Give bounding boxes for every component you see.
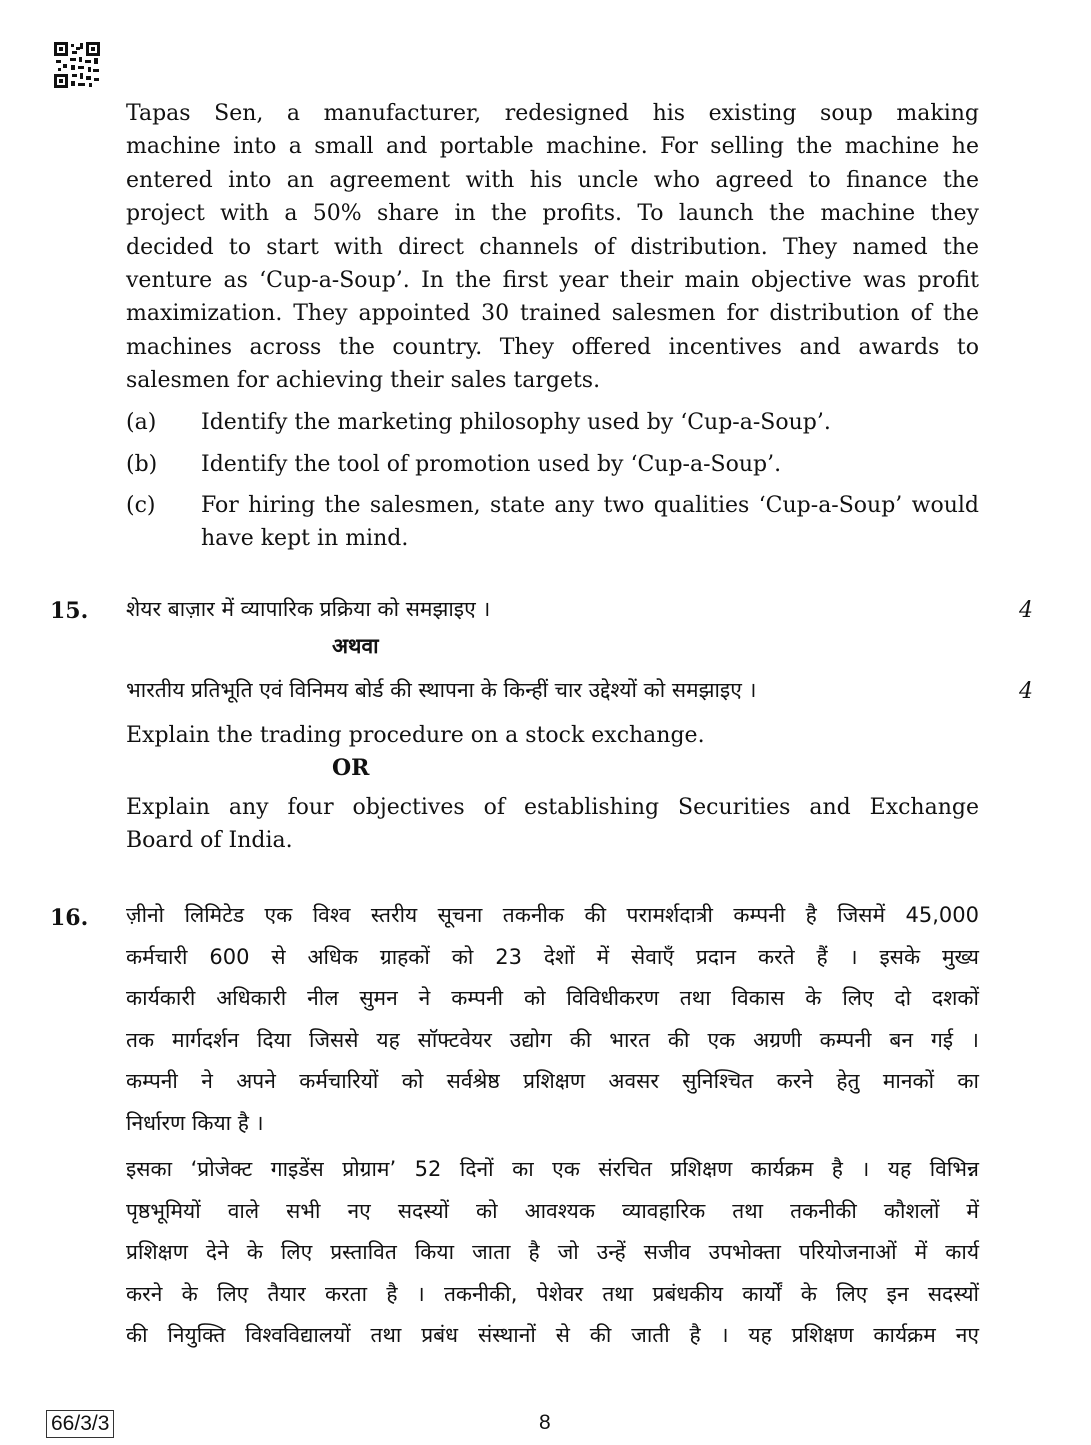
- text-line: पृष्ठभूमियों वाले सभी नए सदस्यों को आवश्यक व्यावहारिक तथा तकनीकी कौशलों में: [126, 1198, 979, 1223]
- passage-line: venture as ‘Cup-a-Soup’. In the first year their main objective was profit: [126, 268, 979, 294]
- q14-passage: [126, 97, 979, 398]
- part-text: Identify the tool of promotion used by ‘Cup-a-Soup’.: [201, 452, 782, 477]
- text-line: कार्यकारी अधिकारी नील सुमन ने कम्पनी को विविधीकरण तथा विकास के लिए दो दशकों: [126, 986, 979, 1010]
- qr-code-icon: [54, 42, 100, 88]
- part-label: (c): [126, 493, 156, 518]
- page-number: 8: [539, 1411, 551, 1434]
- q15-english-q1: Explain the trading procedure on a stock exchange.: [126, 723, 705, 748]
- question-number: 16.: [50, 905, 89, 931]
- part-text: For hiring the salesmen, state any two qualities ‘Cup-a-Soup’ would have kept in mind.: [201, 493, 979, 552]
- passage-line: project with a 50% share in the profits. To launch the machine they: [126, 201, 979, 227]
- q15-english-q2: [126, 791, 979, 858]
- passage-line: machine into a small and portable machine. For selling the machine he: [126, 134, 979, 160]
- marks: 4: [1019, 679, 1033, 704]
- text-line: ज़ीनो लिमिटेड एक विश्व स्तरीय सूचना तकनीक की परामर्शदात्री कम्पनी है जिसमें 45,000: [126, 903, 979, 927]
- part-text: Identify the marketing philosophy used by ‘Cup-a-Soup’.: [201, 410, 831, 435]
- text-line: कर्मचारी 600 से अधिक ग्राहकों को 23 देशों में सेवाएँ प्रदान करते हैं । इसके मुख्य: [126, 944, 979, 969]
- text-line: की नियुक्ति विश्वविद्यालयों तथा प्रबंध संस्थानों से की जाती है । यह प्रशिक्षण कार्यक्रम नए: [126, 1323, 979, 1347]
- text-line: कम्पनी ने अपने कर्मचारियों को सर्वश्रेष्ठ प्रशिक्षण अवसर सुनिश्चित करने हेतु मानकों का: [126, 1069, 979, 1093]
- passage-line: decided to start with direct channels of distribution. They named the: [126, 234, 979, 260]
- passage-line: Tapas Sen, a manufacturer, redesigned his existing soup making: [126, 101, 979, 126]
- text-line: Board of India.: [126, 828, 293, 854]
- passage-line: entered into an agreement with his uncle who agreed to finance the: [126, 167, 979, 193]
- part-label: (b): [126, 452, 158, 477]
- marks: 4: [1019, 598, 1033, 623]
- q15-hindi-q1: शेयर बाज़ार में व्यापारिक प्रक्रिया को समझाइए ।: [126, 597, 491, 621]
- part-label: (a): [126, 410, 157, 435]
- passage-line: salesmen for achieving their sales targets.: [126, 368, 601, 394]
- paper-code: 66/3/3: [46, 1410, 114, 1438]
- text-line: निर्धारण किया है ।: [126, 1110, 264, 1135]
- text-line: प्रशिक्षण देने के लिए प्रस्तावित किया जाता है जो उन्हें सजीव उपभोक्ता परियोजनाओं में कार्य: [126, 1240, 979, 1264]
- text-line: Explain any four objectives of establishing Securities and Exchange: [126, 795, 979, 820]
- passage-line: machines across the country. They offered incentives and awards to: [126, 334, 979, 360]
- text-line: तक मार्गदर्शन दिया जिससे यह सॉफ्टवेयर उद्योग की भारत की एक अग्रणी कम्पनी बन गई ।: [126, 1027, 979, 1052]
- q16-para1: [126, 895, 979, 1144]
- english-or: OR: [332, 755, 370, 781]
- question-number: 15.: [50, 598, 89, 624]
- text-line: करने के लिए तैयार करता है । तकनीकी, पेशेवर तथा प्रबंधकीय कार्यों के लिए इन सदस्यों: [126, 1281, 979, 1306]
- hindi-or: अथवा: [332, 634, 379, 658]
- q15-hindi-q2: भारतीय प्रतिभूति एवं विनिमय बोर्ड की स्थापना के किन्हीं चार उद्देश्यों को समझाइए ।: [126, 678, 757, 702]
- passage-line: maximization. They appointed 30 trained salesmen for distribution of the: [126, 301, 979, 327]
- q16-para2: [126, 1149, 979, 1357]
- text-line: इसका ‘प्रोजेक्ट गाइडेंस प्रोग्राम’ 52 दिनों का एक संरचित प्रशिक्षण कार्यक्रम है । यह विभिन्न: [126, 1157, 979, 1181]
